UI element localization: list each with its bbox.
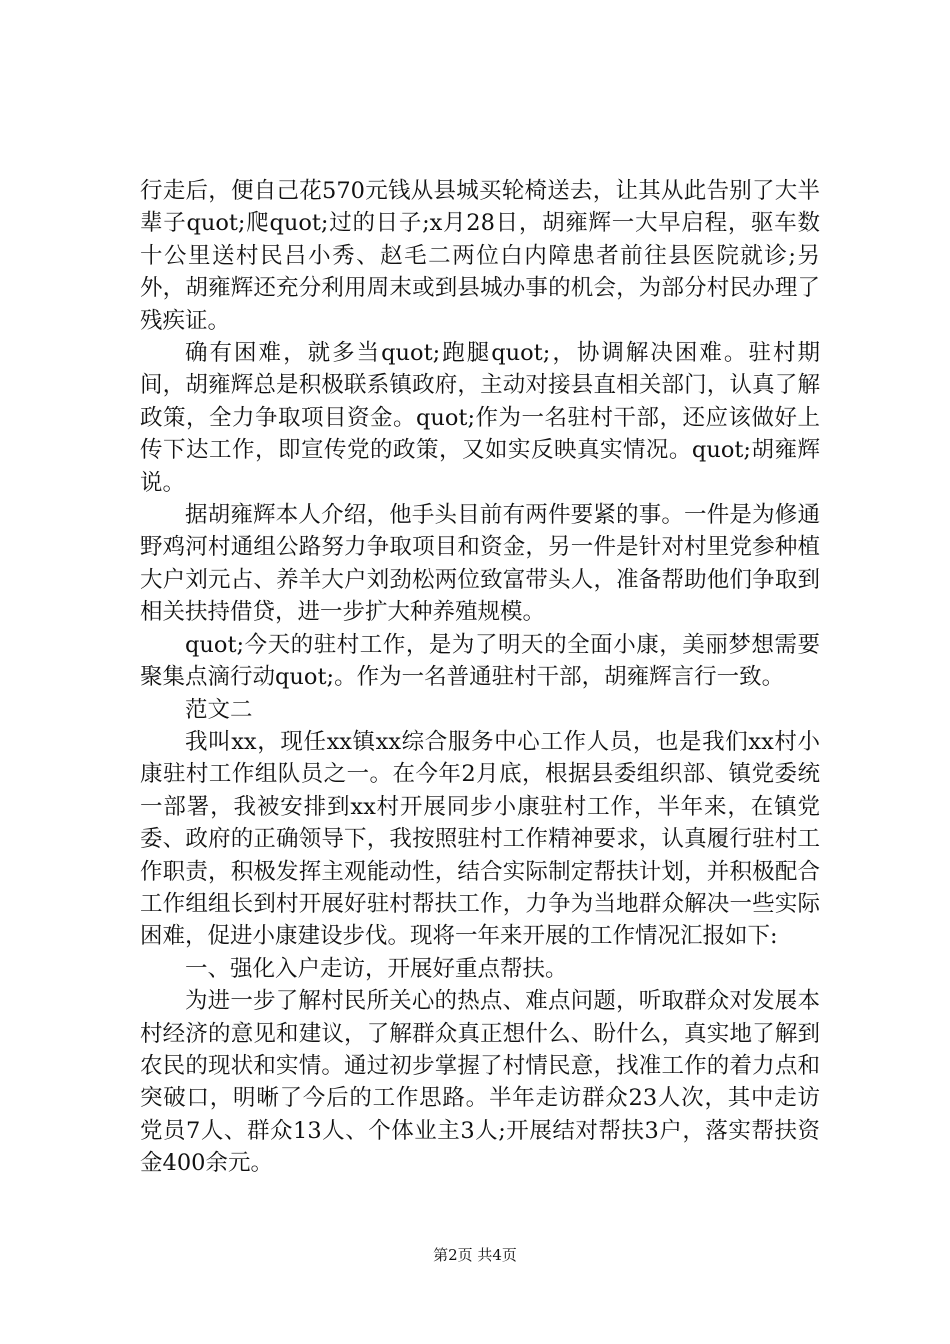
paragraph: 确有困难，就多当quot;跑腿quot;，协调解决困难。驻村期间，胡雍辉总是积极联系镇政府，主动对接县直相关部门，认真了解政策，全力争取项目资金。quot;作为一名驻村干部，还应该做好上传下达工作，即宣传党的政策，又如实反映真实情况。quot;胡雍辉说。 xyxy=(140,340,820,496)
subsection-heading: 一、强化入户走访，开展好重点帮扶。 xyxy=(185,955,568,982)
paragraph: 我叫xx，现任xx镇xx综合服务中心工作人员，也是我们xx村小康驻村工作组队员之一。在今年2月底，根据县委组织部、镇党委统一部署，我被安排到xx村开展同步小康驻村工作，半年来，在镇党委、政府的正确领导下，我按照驻村工作精神要求，认真履行驻村工作职责，积极发挥主观能动性，结合实际制定帮扶计划，并积极配合工作组组长到村开展好驻村帮扶工作，力争为当地群众解决一些实际困难，促进小康建设步伐。现将一年来开展的工作情况汇报如下: xyxy=(140,728,820,950)
section-heading: 范文二 xyxy=(185,696,253,723)
document-body xyxy=(140,175,820,1180)
paragraph: 据胡雍辉本人介绍，他手头目前有两件要紧的事。一件是为修通野鸡河村通组公路努力争取项目和资金，另一件是针对村里党参种植大户刘元占、养羊大户刘劲松两位致富带头人，准备帮助他们争取到相关扶持借贷，进一步扩大种养殖规模。 xyxy=(140,502,820,626)
paragraph-continued: 行走后，便自己花570元钱从县城买轮椅送去，让其从此告别了大半辈子quot;爬quot;过的日子;x月28日，胡雍辉一大早启程，驱车数十公里送村民吕小秀、赵毛二两位白内障患者前往县医院就诊;另外，胡雍辉还充分利用周末或到县城办事的机会，为部分村民办理了残疾证。 xyxy=(140,178,820,334)
paragraph: 为进一步了解村民所关心的热点、难点问题，听取群众对发展本村经济的意见和建议，了解群众真正想什么、盼什么，真实地了解到农民的现状和实情。通过初步掌握了村情民意，找准工作的着力点和突破口，明晰了今后的工作思路。半年走访群众23人次，其中走访党员7人、群众13人、个体业主3人;开展结对帮扶3户，落实帮扶资金400余元。 xyxy=(140,988,820,1177)
page-number: 第2页 共4页 xyxy=(433,1246,517,1264)
paragraph: quot;今天的驻村工作，是为了明天的全面小康，美丽梦想需要聚集点滴行动quot;。作为一名普通驻村干部，胡雍辉言行一致。 xyxy=(140,631,820,691)
